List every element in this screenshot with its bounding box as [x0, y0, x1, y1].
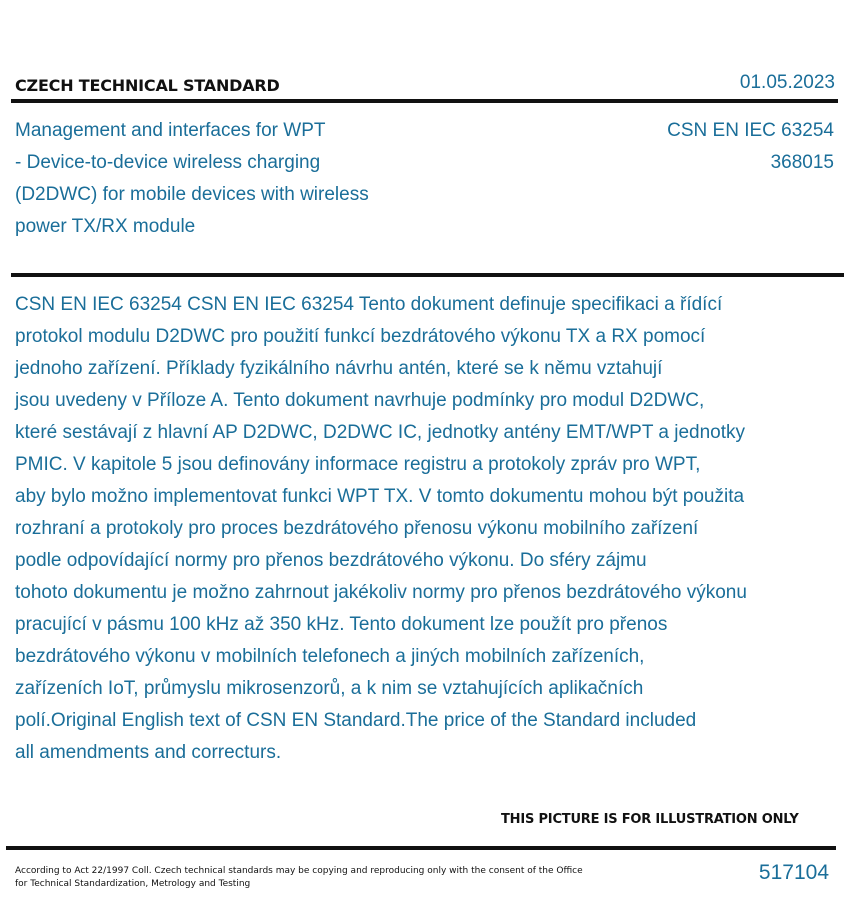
standard-identifier: [667, 115, 834, 179]
legal-notice-line: According to Act 22/1997 Coll. Czech technical standards may be copying and reproducing only with the consent of the Office: [15, 866, 583, 876]
description-line: pracující v pásmu 100 kHz až 350 kHz. Tento dokument lze použít pro přenos: [15, 614, 668, 635]
title-line: power TX/RX module: [15, 216, 196, 237]
description-line: jednoho zařízení. Příklady fyzikálního návrhu antén, které se k němu vztahují: [15, 358, 663, 379]
description-line: které sestávají z hlavní AP D2DWC, D2DWC IC, jednotky antény EMT/WPT a jednotky: [15, 422, 746, 443]
legal-notice: [15, 865, 595, 891]
illustration-disclaimer: THIS PICTURE IS FOR ILLUSTRATION ONLY: [501, 812, 799, 827]
standard-header-label: CZECH TECHNICAL STANDARD: [15, 76, 280, 95]
description-line: all amendments and correcturs.: [15, 742, 282, 763]
description-line: aby bylo možno implementovat funkci WPT TX. V tomto dokumentu mohou být použita: [15, 486, 745, 507]
legal-notice-line: for Technical Standardization, Metrology and Testing: [15, 879, 251, 889]
title-line: - Device-to-device wireless charging: [15, 152, 321, 173]
description-line: zařízeních IoT, průmyslu mikrosenzorů, a k nim se vztahujících aplikačních: [15, 678, 644, 699]
description-line: tohoto dokumentu je možno zahrnout jakékoliv normy pro přenos bezdrátového výkonu: [15, 582, 747, 603]
description-line: CSN EN IEC 63254 CSN EN IEC 63254 Tento dokument definuje specifikaci a řídící: [15, 294, 723, 315]
title-divider: [11, 273, 844, 277]
description-line: PMIC. V kapitole 5 jsou definovány informace registru a protokoly zpráv pro WPT,: [15, 454, 701, 475]
standard-code: CSN EN IEC 63254: [667, 120, 834, 141]
publication-date: 01.05.2023: [739, 72, 835, 93]
description-line: jsou uvedeny v Příloze A. Tento dokument navrhuje podmínky pro modul D2DWC,: [15, 390, 705, 411]
description-line: bezdrátového výkonu v mobilních telefonech a jiných mobilních zařízeních,: [15, 646, 645, 667]
description-line: polí.Original English text of CSN EN Standard.The price of the Standard included: [15, 710, 697, 731]
description-line: protokol modulu D2DWC pro použití funkcí bezdrátového výkonu TX a RX pomocí: [15, 326, 706, 347]
title-line: (D2DWC) for mobile devices with wireless: [15, 184, 369, 205]
standard-number: 368015: [770, 152, 834, 173]
description-line: podle odpovídající normy pro přenos bezdrátového výkonu. Do sféry zájmu: [15, 550, 647, 571]
standard-description: [15, 289, 865, 769]
catalog-code: 517104: [758, 861, 829, 884]
standard-title: [15, 115, 435, 243]
footer-divider: [6, 846, 836, 850]
description-line: rozhraní a protokoly pro proces bezdrátového přenosu výkonu mobilního zařízení: [15, 518, 699, 539]
title-line: Management and interfaces for WPT: [15, 120, 326, 141]
header-divider: [11, 99, 838, 103]
